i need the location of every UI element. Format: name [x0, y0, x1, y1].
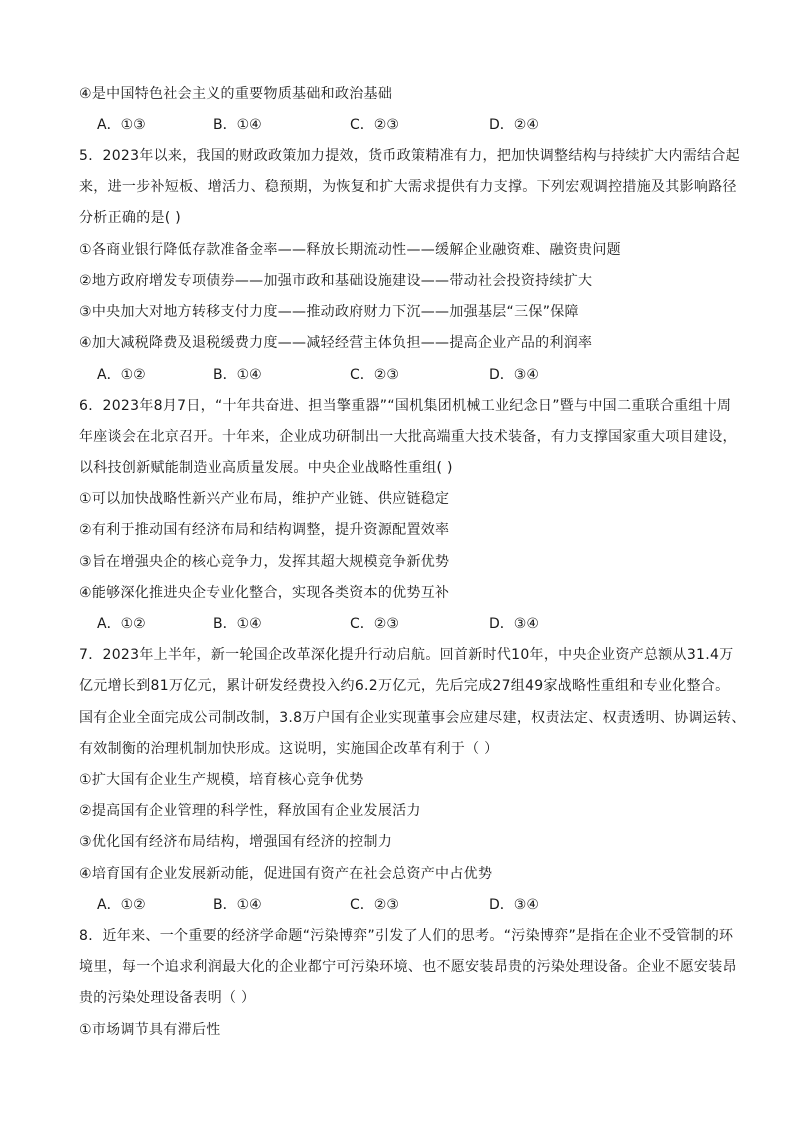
- q6-stem-line-1: 6．2023年8月7日，“十年共奋进、担当擎重器”“国机集团机械工业纪念日”暨与中国二重联合重组十周: [79, 398, 732, 414]
- q6-item-1: ①可以加快战略性新兴产业布局，维护产业链、供应链稳定: [79, 491, 450, 507]
- q7-item-3: ③优化国有经济布局结构，增强国有经济的控制力: [79, 834, 393, 850]
- q4-options: [97, 115, 657, 135]
- q7-item-2: ②提高国有企业管理的科学性，释放国有企业发展活力: [79, 803, 421, 819]
- q5-item-1: ①各商业银行降低存款准备金率——释放长期流动性——缓解企业融资难、融资贵问题: [79, 242, 621, 258]
- q7-option-c[interactable]: C．②③: [350, 897, 399, 913]
- q6-item-4: ④能够深化推进央企专业化整合，实现各类资本的优势互补: [79, 585, 450, 601]
- q7-stem-line-3: 国有企业全面完成公司制改制，3.8万户国有企业实现董事会应建尽建，权责法定、权责透明、协调运转、: [79, 710, 746, 726]
- q5-stem-line-2: 来，进一步补短板、增活力、稳预期，为恢复和扩大需求提供有力支撑。下列宏观调控措施及其影响路径: [79, 179, 737, 195]
- q5-stem-line-1: 5．2023年以来，我国的财政政策加力提效，货币政策精准有力，把加快调整结构与持续扩大内需结合起: [79, 148, 740, 164]
- q5-stem-line-3: 分析正确的是( ): [79, 210, 182, 226]
- q8-item-1: ①市场调节具有滞后性: [79, 1022, 221, 1038]
- q7-item-4: ④培育国有企业发展新动能，促进国有资产在社会总资产中占优势: [79, 866, 493, 882]
- q8-stem-line-2: 境里，每一个追求利润最大化的企业都宁可污染环境、也不愿安装昂贵的污染处理设备。企业不愿安装昂: [79, 959, 737, 975]
- q5-option-c[interactable]: C．②③: [350, 367, 399, 383]
- q8-stem-line-3: 贵的污染处理设备表明（ ）: [79, 990, 256, 1006]
- q5-option-b[interactable]: B．①④: [213, 367, 262, 383]
- q6-stem-line-3: 以科技创新赋能制造业高质量发展。中央企业战略性重组( ): [79, 460, 453, 476]
- q5-option-a[interactable]: A．①②: [97, 367, 146, 383]
- q6-option-c[interactable]: C．②③: [350, 616, 399, 632]
- q7-stem-line-4: 有效制衡的治理机制加快形成。这说明，实施国企改革有利于（ ）: [79, 741, 499, 757]
- q4-option-a[interactable]: A．①③: [97, 117, 146, 133]
- q7-option-a[interactable]: A．①②: [97, 897, 146, 913]
- q6-item-2: ②有利于推动国有经济布局和结构调整，提升资源配置效率: [79, 522, 450, 538]
- q7-stem-line-1: 7．2023年上半年，新一轮国企改革深化提升行动启航。回首新时代10年，中央企业资产总额从31.4万: [79, 647, 734, 663]
- q7-item-1: ①扩大国有企业生产规模，培育核心竞争优势: [79, 772, 364, 788]
- q6-options: [97, 614, 657, 634]
- q6-stem-line-2: 年座谈会在北京召开。十年来，企业成功研制出一大批高端重大技术装备，有力支撑国家重大项目建设，: [79, 429, 737, 445]
- q4-item-4: ④是中国特色社会主义的重要物质基础和政治基础: [79, 86, 393, 102]
- q6-item-3: ③旨在增强央企的核心竞争力，发挥其超大规模竞争新优势: [79, 554, 450, 570]
- q6-option-b[interactable]: B．①④: [213, 616, 262, 632]
- q8-stem-line-1: 8．近年来、一个重要的经济学命题“污染博弈”引发了人们的思考。“污染博弈”是指在企业不受管制的环: [79, 928, 734, 944]
- q7-option-d[interactable]: D．③④: [489, 897, 539, 913]
- q5-item-4: ④加大减税降费及退税缓费力度——减轻经营主体负担——提高企业产品的利润率: [79, 335, 593, 351]
- q5-item-3: ③中央加大对地方转移支付力度——推动政府财力下沉——加强基层“三保”保障: [79, 304, 579, 320]
- q5-item-2: ②地方政府增发专项债券——加强市政和基础设施建设——带动社会投资持续扩大: [79, 273, 593, 289]
- q6-option-d[interactable]: D．③④: [489, 616, 539, 632]
- q4-option-c[interactable]: C．②③: [350, 117, 399, 133]
- q4-option-b[interactable]: B．①④: [213, 117, 262, 133]
- q5-option-d[interactable]: D．③④: [489, 367, 539, 383]
- q6-option-a[interactable]: A．①②: [97, 616, 146, 632]
- q7-stem-line-2: 亿元增长到81万亿元，累计研发经费投入约6.2万亿元，先后完成27组49家战略性重组和专业化整合。: [79, 678, 730, 694]
- q5-options: [97, 365, 657, 385]
- q7-option-b[interactable]: B．①④: [213, 897, 262, 913]
- q4-option-d[interactable]: D．②④: [489, 117, 539, 133]
- q7-options: [97, 895, 657, 915]
